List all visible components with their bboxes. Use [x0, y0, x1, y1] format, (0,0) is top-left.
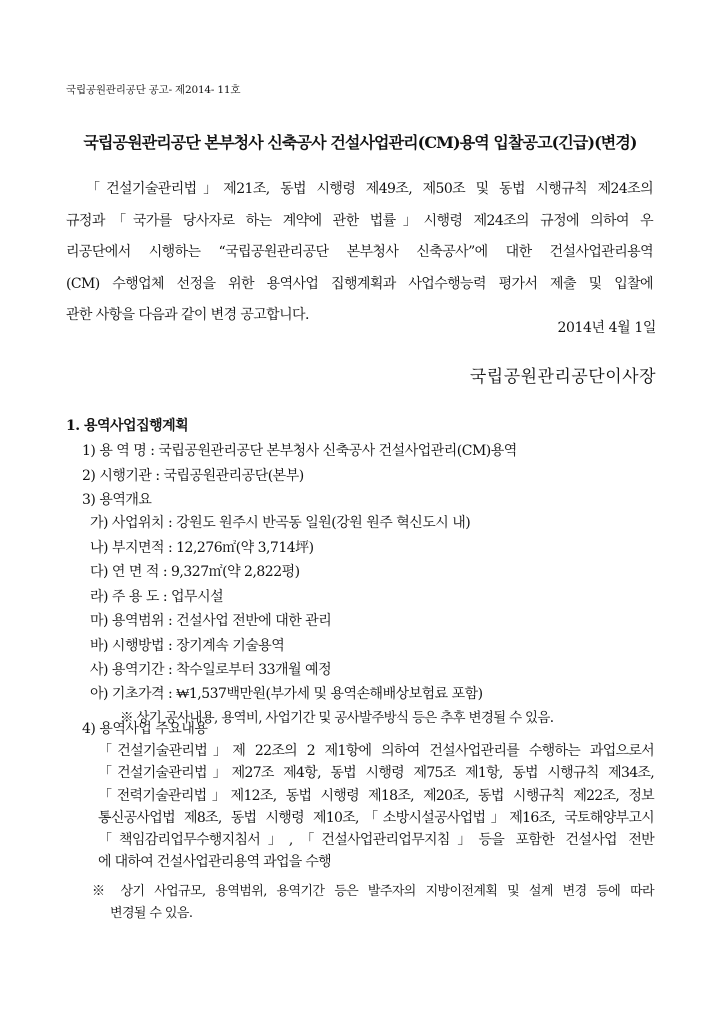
- intro-line: 「건설기술관리법」제21조, 동법 시행령 제49조, 제50조 및 동법 시행규칙 제24조의: [86, 181, 653, 197]
- overview-period: 사) 용역기간 : 착수일로부터 33개월 예정: [90, 662, 332, 678]
- overview-heading: 3) 용역개요: [82, 492, 152, 508]
- issuer-name: 국립공원관리공단이사장: [469, 367, 656, 387]
- section-heading: 1. 용역사업집행계획: [66, 418, 189, 434]
- intro-line: 리공단에서 시행하는 “국립공원관리공단 본부청사 신축공사”에 대한 건설사업관리용역: [66, 244, 653, 260]
- main-content-line: 「건설기술관리법」제 22조의 2 제1항에 의하여 건설사업관리를 수행하는 과업으로서: [98, 743, 654, 759]
- main-content-line: 「건설기술관리법」제27조 제4항, 동법 시행령 제75조 제1항, 동법 시행규칙 제34조,: [98, 765, 654, 782]
- overview-method: 바) 시행방법 : 장기계속 기술용역: [90, 638, 285, 654]
- main-content-note-line: 변경될 수 있음.: [110, 906, 193, 921]
- main-content-note-line: ※ 상기 사업규모, 용역범위, 용역기간 등은 발주자의 지방이전계획 및 설계 변경 등에 따라: [92, 884, 654, 899]
- service-name-item: 1) 용 역 명 : 국립공원관리공단 본부청사 신축공사 건설사업관리(CM)용역: [82, 443, 517, 459]
- main-content-line: 「책임감리업무수행지침서」,「건설사업관리업무지침」등을 포함한 건설사업 전반: [98, 832, 654, 849]
- main-content-heading: 4) 용역사업 주요내용: [82, 721, 208, 737]
- main-content-line: 에 대하여 건설사업관리용역 과업을 수행: [98, 854, 332, 871]
- intro-paragraph: [66, 178, 653, 336]
- main-content-line: 통신공사업법 제8조, 동법 시행령 제10조,「소방시설공사업법」제16조, 국토해양부고시: [98, 809, 654, 826]
- document-title: 국립공원관리공단 본부청사 신축공사 건설사업관리(CM)용역 입찰공고(긴급)(변경): [83, 133, 637, 152]
- overview-base-price: 아) 기초가격 : ₩1,537백만원(부가세 및 용역손해배상보험료 포함): [90, 686, 483, 702]
- overview-site-area: 나) 부지면적 : 12,276㎡(약 3,714坪): [90, 540, 314, 556]
- overview-scope: 마) 용역범위 : 건설사업 전반에 대한 관리: [90, 613, 332, 629]
- overview-floor-area: 다) 연 면 적 : 9,327㎡(약 2,822평): [90, 564, 300, 580]
- intro-line: 관한 사항을 다음과 같이 변경 공고합니다.: [66, 307, 309, 323]
- agency-item: 2) 시행기관 : 국립공원관리공단(본부): [82, 468, 304, 484]
- main-content-paragraph: [98, 740, 654, 874]
- notice-date: 2014년 4월 1일: [557, 320, 656, 336]
- intro-line: (CM) 수행업체 선정을 위한 용역사업 집행계획과 사업수행능력 평가서 제출 및 입찰에: [66, 275, 653, 292]
- main-content-line: 「전력기술관리법」제12조, 동법 시행령 제18조, 제20조, 동법 시행규칙 제22조, 정보: [98, 787, 654, 804]
- overview-note: ※ 상기 공사내용, 용역비, 사업기간 및 공사발주방식 등은 추후 변경될 수 있음.: [120, 710, 554, 726]
- overview-location: 가) 사업위치 : 강원도 원주시 반곡동 일원(강원 원주 혁신도시 내): [90, 515, 471, 531]
- intro-line: 규정과「국가를 당사자로 하는 계약에 관한 법률」시행령 제24조의 규정에 의하여 우: [66, 212, 653, 229]
- overview-use: 라) 주 용 도 : 업무시설: [90, 589, 224, 605]
- notice-number: 국립공원관리공단 공고- 제2014- 11호: [66, 84, 241, 96]
- main-content-note: [92, 880, 654, 924]
